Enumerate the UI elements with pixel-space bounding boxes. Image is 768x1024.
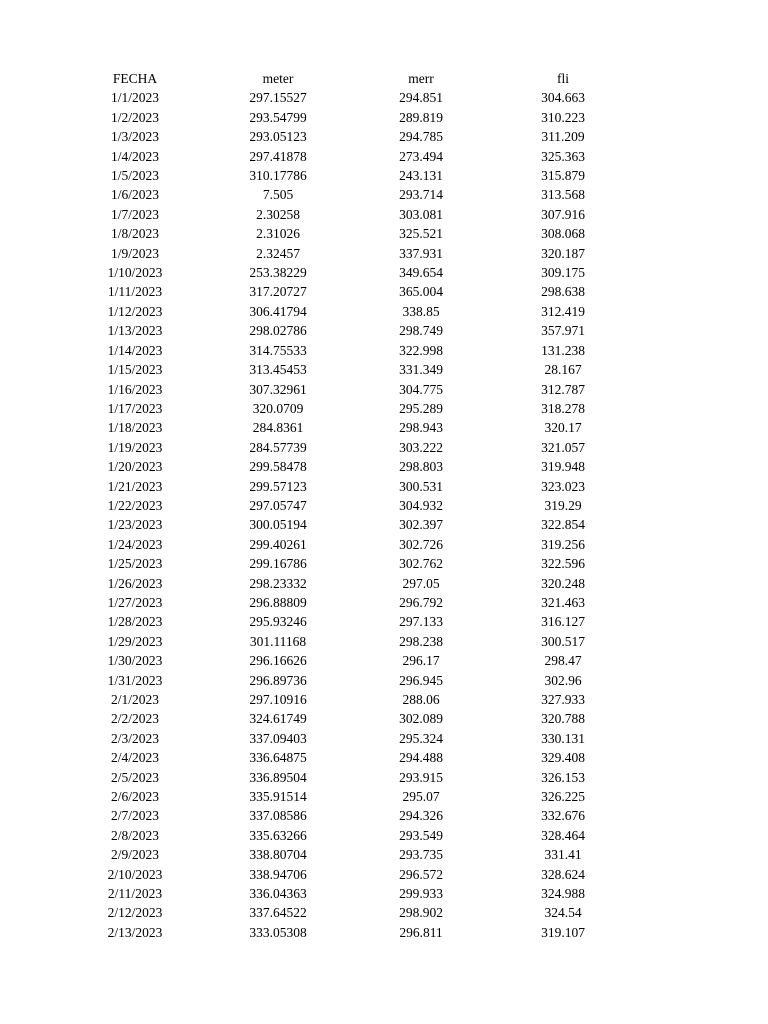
fli-cell: 326.153 [541, 769, 585, 785]
merr-cell: 293.735 [399, 847, 443, 863]
fecha-cell: 2/3/2023 [110, 730, 159, 746]
fli-cell: 319.29 [544, 497, 582, 513]
fli-cell: 302.96 [544, 672, 582, 688]
fecha-cell: 1/19/2023 [107, 439, 163, 455]
meter-cell: 338.94706 [249, 866, 307, 882]
table-row [62, 515, 632, 534]
table-row [62, 612, 632, 631]
merr-cell: 337.931 [399, 245, 443, 261]
fli-cell: 307.916 [541, 206, 585, 222]
meter-cell: 253.38229 [249, 265, 307, 281]
merr-cell: 302.726 [399, 536, 443, 552]
fli-cell: 319.107 [541, 924, 585, 940]
meter-cell: 310.17786 [249, 168, 307, 184]
meter-cell: 324.61749 [249, 711, 307, 727]
fecha-cell: 1/23/2023 [107, 517, 163, 533]
merr-cell: 349.654 [399, 265, 443, 281]
fecha-cell: 1/10/2023 [107, 265, 163, 281]
fli-cell: 308.068 [541, 226, 585, 242]
merr-cell: 296.572 [399, 866, 443, 882]
meter-cell: 299.16786 [249, 556, 307, 572]
fecha-cell: 1/22/2023 [107, 497, 163, 513]
merr-cell: 298.749 [399, 323, 443, 339]
table-row [62, 127, 632, 146]
merr-cell: 294.785 [399, 129, 443, 145]
merr-cell: 296.945 [399, 672, 443, 688]
table-row [62, 884, 632, 903]
meter-cell: 296.89736 [249, 672, 307, 688]
table-row [62, 321, 632, 340]
merr-cell: 338.85 [402, 303, 440, 319]
fecha-cell: 2/6/2023 [110, 789, 159, 805]
meter-cell: 2.32457 [256, 245, 300, 261]
fli-cell: 324.988 [541, 886, 585, 902]
fecha-cell: 2/1/2023 [110, 692, 159, 707]
header-row [62, 69, 632, 88]
fli-cell: 313.568 [541, 187, 585, 203]
fecha-cell: 1/21/2023 [107, 478, 163, 494]
fli-cell: 320.248 [541, 575, 585, 591]
fli-cell: 323.023 [541, 478, 585, 494]
fecha-cell: 1/15/2023 [107, 362, 163, 378]
fecha-cell: 2/8/2023 [110, 827, 159, 843]
header-meter: meter [262, 71, 294, 86]
merr-cell: 243.131 [399, 168, 443, 184]
merr-cell: 322.998 [399, 342, 443, 358]
merr-cell: 296.17 [402, 653, 440, 669]
table-row [62, 535, 632, 554]
fli-cell: 312.419 [541, 303, 585, 319]
table-row [62, 709, 632, 728]
fecha-cell: 1/24/2023 [107, 536, 163, 552]
meter-cell: 333.05308 [249, 924, 307, 940]
fli-cell: 319.256 [541, 536, 585, 552]
meter-cell: 293.05123 [249, 129, 307, 145]
fecha-cell: 1/30/2023 [107, 653, 163, 669]
merr-cell: 302.089 [399, 711, 443, 727]
fecha-cell: 1/6/2023 [110, 187, 159, 203]
merr-cell: 293.549 [399, 827, 443, 843]
meter-cell: 299.57123 [249, 478, 307, 494]
fli-cell: 331.41 [544, 847, 582, 863]
table-row [62, 554, 632, 573]
table-row [62, 302, 632, 321]
meter-cell: 335.63266 [249, 827, 307, 843]
fli-cell: 322.854 [541, 517, 585, 533]
fli-cell: 310.223 [541, 109, 585, 125]
table-row [62, 341, 632, 360]
merr-cell: 273.494 [399, 148, 443, 164]
fecha-cell: 1/5/2023 [110, 168, 159, 184]
fecha-cell: 2/5/2023 [110, 769, 159, 785]
table-row [62, 729, 632, 748]
merr-cell: 325.521 [399, 226, 443, 242]
fecha-cell: 2/4/2023 [110, 750, 159, 766]
meter-cell: 298.02786 [249, 323, 307, 339]
fecha-cell: 1/14/2023 [107, 342, 163, 358]
fli-cell: 318.278 [541, 400, 585, 416]
fecha-cell: 1/7/2023 [110, 206, 159, 222]
table-row [62, 88, 632, 107]
fli-cell: 298.638 [541, 284, 585, 300]
meter-cell: 337.08586 [249, 808, 307, 824]
header-merr: merr [408, 71, 434, 86]
fecha-cell: 2/7/2023 [110, 808, 159, 824]
fecha-cell: 1/18/2023 [107, 420, 163, 436]
fli-cell: 320.788 [541, 711, 585, 727]
table-body [62, 88, 632, 942]
merr-cell: 295.289 [399, 400, 443, 416]
fecha-cell: 2/9/2023 [110, 847, 159, 863]
fecha-cell: 1/26/2023 [107, 575, 163, 591]
table-row [62, 903, 632, 922]
fli-cell: 319.948 [541, 459, 585, 475]
fli-cell: 357.971 [541, 323, 585, 339]
fecha-cell: 1/2/2023 [110, 109, 159, 125]
fecha-cell: 1/31/2023 [107, 672, 163, 688]
table-row [62, 108, 632, 127]
meter-cell: 297.05747 [249, 497, 307, 513]
merr-cell: 294.851 [399, 90, 443, 106]
table-row [62, 574, 632, 593]
fli-cell: 330.131 [541, 730, 585, 746]
meter-cell: 301.11168 [249, 633, 307, 649]
table-row [62, 671, 632, 690]
meter-cell: 314.75533 [249, 342, 307, 358]
meter-cell: 284.57739 [249, 439, 307, 455]
table-row [62, 380, 632, 399]
merr-cell: 297.05 [402, 575, 440, 591]
meter-cell: 293.54799 [249, 109, 307, 125]
meter-cell: 307.32961 [249, 381, 307, 397]
merr-cell: 300.531 [399, 478, 443, 494]
fli-cell: 28.167 [544, 362, 582, 378]
fli-cell: 328.464 [541, 827, 585, 843]
table-row [62, 205, 632, 224]
meter-cell: 300.05194 [249, 517, 307, 533]
fecha-cell: 2/10/2023 [107, 866, 163, 882]
meter-cell: 297.10916 [249, 692, 307, 707]
meter-cell: 338.80704 [249, 847, 307, 863]
table-row [62, 185, 632, 204]
fli-cell: 311.209 [541, 129, 585, 145]
fecha-cell: 1/4/2023 [110, 148, 159, 164]
table-row [62, 651, 632, 670]
fli-cell: 329.408 [541, 750, 585, 766]
fli-cell: 327.933 [541, 692, 585, 707]
table-row [62, 418, 632, 437]
fli-cell: 322.596 [541, 556, 585, 572]
fecha-cell: 1/16/2023 [107, 381, 163, 397]
merr-cell: 304.775 [399, 381, 443, 397]
meter-cell: 313.45453 [249, 362, 307, 378]
fecha-cell: 1/11/2023 [107, 284, 163, 300]
merr-cell: 298.902 [399, 905, 443, 921]
merr-cell: 299.933 [399, 886, 443, 902]
fli-cell: 324.54 [544, 905, 582, 921]
table-row [62, 399, 632, 418]
table-row [62, 282, 632, 301]
table-row [62, 360, 632, 379]
fli-cell: 328.624 [541, 866, 585, 882]
header-fli: fli [557, 71, 569, 86]
fecha-cell: 1/13/2023 [107, 323, 163, 339]
fli-cell: 316.127 [541, 614, 585, 630]
meter-cell: 299.58478 [249, 459, 307, 475]
merr-cell: 289.819 [399, 109, 443, 125]
meter-cell: 299.40261 [249, 536, 307, 552]
table-row [62, 845, 632, 864]
merr-cell: 303.222 [399, 439, 443, 455]
fecha-cell: 2/2/2023 [110, 711, 159, 727]
fecha-cell: 1/3/2023 [110, 129, 159, 145]
merr-cell: 331.349 [399, 362, 443, 378]
fli-cell: 321.463 [541, 594, 585, 610]
meter-cell: 336.04363 [249, 886, 307, 902]
table-row [62, 244, 632, 263]
table-row [62, 457, 632, 476]
header-fecha: FECHA [112, 71, 158, 86]
table-row [62, 593, 632, 612]
table-row [62, 806, 632, 825]
fli-cell: 332.676 [541, 808, 585, 824]
fecha-cell: 1/8/2023 [110, 226, 159, 242]
table-row [62, 826, 632, 845]
meter-cell: 337.64522 [249, 905, 307, 921]
meter-cell: 306.41794 [249, 303, 307, 319]
meter-cell: 336.64875 [249, 750, 307, 766]
merr-cell: 294.326 [399, 808, 443, 824]
fecha-cell: 2/13/2023 [107, 924, 163, 940]
merr-cell: 304.932 [399, 497, 443, 513]
merr-cell: 293.915 [399, 769, 443, 785]
merr-cell: 298.238 [399, 633, 443, 649]
fli-cell: 325.363 [541, 148, 585, 164]
meter-cell: 298.23332 [249, 575, 307, 591]
fecha-cell: 1/12/2023 [107, 303, 163, 319]
meter-cell: 320.0709 [252, 400, 304, 416]
table-row [62, 768, 632, 787]
merr-cell: 302.397 [399, 517, 443, 533]
merr-cell: 296.792 [399, 594, 443, 610]
meter-cell: 295.93246 [249, 614, 307, 630]
fecha-cell: 2/11/2023 [107, 886, 163, 902]
fli-cell: 298.47 [544, 653, 582, 669]
fli-cell: 326.225 [541, 789, 585, 805]
fecha-cell: 1/28/2023 [107, 614, 163, 630]
table-row [62, 865, 632, 884]
merr-cell: 302.762 [399, 556, 443, 572]
fli-cell: 315.879 [541, 168, 585, 184]
meter-cell: 2.31026 [256, 226, 300, 242]
table-row [62, 748, 632, 767]
fecha-cell: 1/25/2023 [107, 556, 163, 572]
merr-cell: 295.07 [402, 789, 440, 805]
fli-cell: 131.238 [541, 342, 585, 358]
meter-cell: 296.16626 [249, 653, 307, 669]
fli-cell: 312.787 [541, 381, 585, 397]
fli-cell: 309.175 [541, 265, 585, 281]
merr-cell: 296.811 [399, 924, 443, 940]
table-row [62, 263, 632, 282]
fecha-cell: 1/1/2023 [110, 90, 159, 106]
meter-cell: 336.89504 [249, 769, 307, 785]
fecha-cell: 1/29/2023 [107, 633, 163, 649]
fli-cell: 321.057 [541, 439, 585, 455]
table-row [62, 224, 632, 243]
merr-cell: 303.081 [399, 206, 443, 222]
table-row [62, 438, 632, 457]
meter-cell: 297.15527 [249, 90, 307, 106]
fecha-cell: 1/9/2023 [110, 245, 159, 261]
meter-cell: 284.8361 [252, 420, 304, 436]
fli-cell: 320.187 [541, 245, 585, 261]
merr-cell: 294.488 [399, 750, 443, 766]
data-table [62, 69, 632, 942]
table-row [62, 632, 632, 651]
fecha-cell: 1/27/2023 [107, 594, 163, 610]
table-row [62, 147, 632, 166]
table-row [62, 787, 632, 806]
meter-cell: 335.91514 [249, 789, 307, 805]
merr-cell: 293.714 [399, 187, 443, 203]
meter-cell: 297.41878 [249, 148, 307, 164]
fecha-cell: 2/12/2023 [107, 905, 163, 921]
meter-cell: 2.30258 [256, 206, 300, 222]
table-row [62, 923, 632, 942]
merr-cell: 365.004 [399, 284, 443, 300]
fecha-cell: 1/20/2023 [107, 459, 163, 475]
table-row [62, 166, 632, 185]
merr-cell: 295.324 [399, 730, 443, 746]
merr-cell: 288.06 [402, 692, 440, 707]
table-row [62, 477, 632, 496]
merr-cell: 298.943 [399, 420, 443, 436]
table-row [62, 496, 632, 515]
meter-cell: 7.505 [262, 187, 294, 203]
meter-cell: 317.20727 [249, 284, 307, 300]
fli-cell: 300.517 [541, 633, 585, 649]
merr-cell: 297.133 [399, 614, 443, 630]
meter-cell: 337.09403 [249, 730, 307, 746]
meter-cell: 296.88809 [249, 594, 307, 610]
fli-cell: 304.663 [541, 90, 585, 106]
table-row [62, 690, 632, 709]
fli-cell: 320.17 [544, 420, 582, 436]
fecha-cell: 1/17/2023 [107, 400, 163, 416]
merr-cell: 298.803 [399, 459, 443, 475]
